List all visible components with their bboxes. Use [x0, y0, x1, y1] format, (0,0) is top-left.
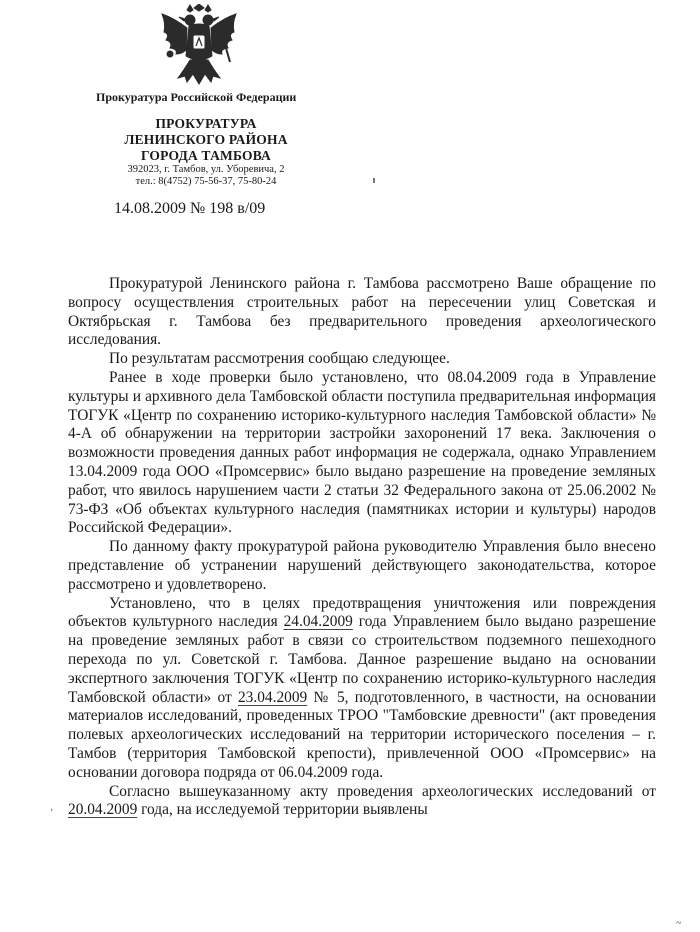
paragraph-5-text-b: года Управлением было выдано разрешение на проведение земляных работ в связи со строительством подземного пешеходного перехода по ул. Советской г. Тамбова. Данное разрешение выдано на основании экспертного заключения ТОГУК «Центр по сохранению историко-культурного наследия Тамбовской области» от — [68, 613, 657, 706]
scan-speck — [373, 178, 375, 183]
paragraph-1: Прокуратурой Ленинского района г. Тамбова рассмотрено Ваше обращение по вопросу осуществления строительных работ на пересечении улиц Советская и Октябрьская г. Тамбова без предварительного проведения археологического исследования. — [68, 275, 656, 349]
letter-body — [68, 275, 656, 820]
paragraph-6 — [68, 783, 656, 821]
underlined-date-1: 24.04.2009 — [283, 613, 353, 631]
office-address: 392023, г. Тамбов, ул. Уборевича, 2 — [127, 164, 285, 175]
office-header — [94, 116, 318, 188]
document-reference: 14.08.2009 № 198 в/09 — [114, 200, 266, 217]
paragraph-2: По результатам рассмотрения сообщаю следующее. — [109, 350, 450, 368]
paragraph-3: Ранее в ходе проверки было установлено, что 08.04.2009 года в Управление культуры и архивного дела Тамбовской области поступила предварительная информация ТОГУК «Центр по сохранению историко-культурного наследия Тамбовской области» № 4-А об обнаружении на территории застройки захоронений 17 века. Заключения о возможности проведения данных работ информация не содержала, однако Управлением 13.04.2009 года ООО «Промсервис» было выдано разрешение на проведение земляных работ, что явилось нарушением части 2 статьи 32 Федерального закона от 25.06.2002 № 73-ФЗ «Об объектах культурного наследия (памятниках истории и культуры) народов Российской Федерации». — [68, 368, 656, 537]
office-name-line3: ГОРОДА ТАМБОВА — [140, 148, 272, 163]
underlined-date-3: 20.04.2009 — [68, 801, 138, 819]
underlined-date-2: 23.04.2009 — [237, 688, 308, 706]
margin-scribble-mark: ~ — [676, 918, 682, 929]
office-name-line2: ЛЕНИНСКОГО РАЙОНА — [124, 132, 288, 147]
office-name-line1: ПРОКУРАТУРА — [155, 116, 257, 131]
office-phone: тел.: 8(4752) 75-56-37, 75-80-24 — [135, 176, 277, 187]
paragraph-6-text-a: Согласно вышеуказанному акту проведения археологических исследований от — [109, 782, 656, 800]
margin-tick-mark: ʼ — [50, 808, 54, 819]
paragraph-6-text-b: года, на исследуемой территории выявлены — [137, 801, 428, 819]
agency-title: Прокуратура Российской Федерации — [96, 90, 297, 104]
double-headed-eagle-emblem — [160, 4, 238, 86]
paragraph-5-text-a: Установлено, что в целях предотвращения уничтожения или повреждения объектов культурного наследия — [68, 594, 656, 631]
paragraph-4: По данному факту прокуратурой района руководителю Управления было внесено представление об устранении нарушений действующего законодательства, которое рассмотрено и удовлетворено. — [68, 538, 656, 593]
paragraph-5-text-c: № 5, подготовленного, в частности, на основании материалов исследований, проведенных ТРОО "Тамбовские древности" (акт проведения полевых археологических исследований на территории исторического поселения – г. Тамбов (территория Тамбовской крепости), привлеченной ООО «Промсервис» на основании договора подряда от 06.04.2009 года. — [68, 688, 656, 781]
paragraph-5 — [68, 595, 656, 783]
